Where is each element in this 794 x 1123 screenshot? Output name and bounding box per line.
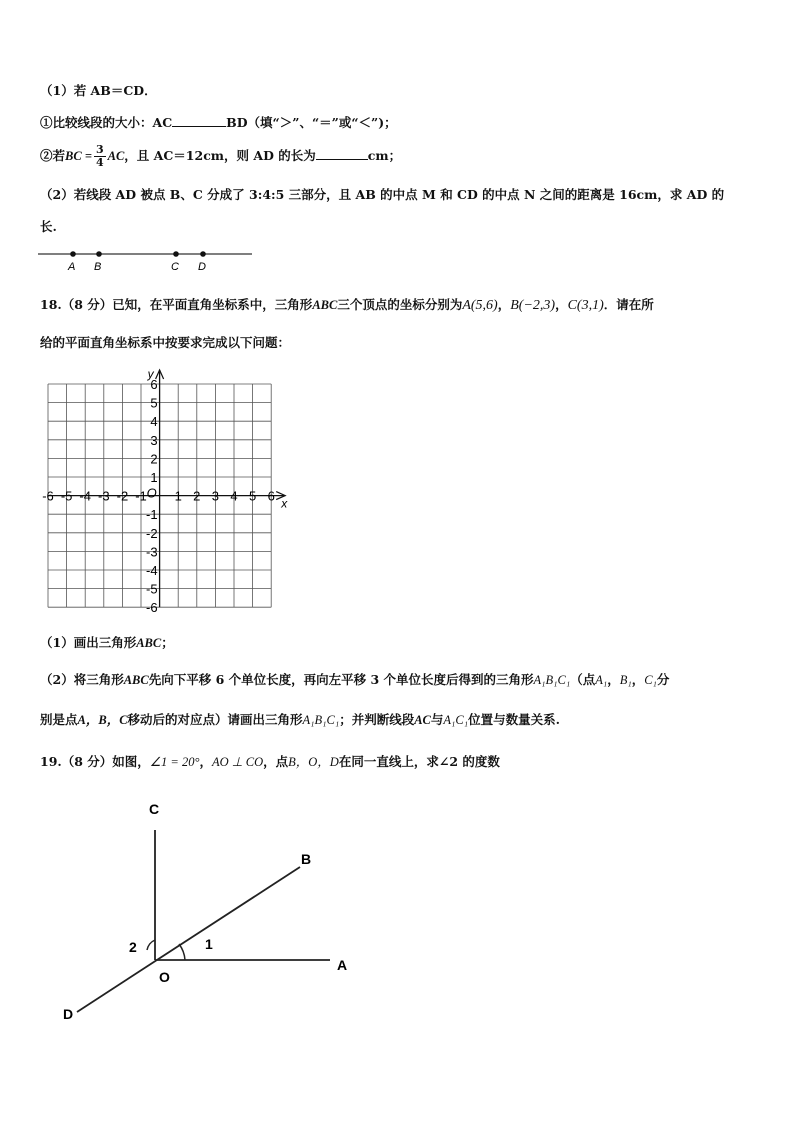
label-o: O [159, 969, 170, 985]
angle-figure [50, 790, 370, 1030]
q18-p2-a1: A₁ [595, 673, 608, 687]
q19-perp: AO ⊥ CO [211, 755, 264, 769]
label-angle-1: 1 [205, 936, 213, 952]
point-b-dot [96, 251, 102, 257]
q18-point-c: C(3,1) [567, 298, 604, 313]
q18-p3-a: 别是点 [40, 712, 78, 727]
fraction [94, 144, 106, 169]
x-tick-label: 4 [230, 488, 238, 504]
q17-item1-text-a: ①比较线段的大小：AC [40, 115, 173, 130]
x-tick-label: -4 [79, 488, 91, 504]
label-c: C [149, 801, 160, 817]
y-tick-label: 6 [150, 377, 158, 392]
x-tick-label: 3 [211, 488, 220, 504]
label-angle-2: 2 [129, 939, 137, 955]
q18-mid: 三个顶点的坐标分别为 [337, 297, 463, 312]
q19-tail: 在同一直线上，求∠2 的度数 [338, 754, 500, 769]
y-tick-label: 4 [150, 414, 158, 430]
q18-p3-ac: AC [414, 713, 431, 727]
y-tick-label: 3 [150, 432, 158, 448]
point-c-label: C [171, 261, 179, 273]
y-tick-label: -3 [146, 544, 158, 560]
q18-p3-e: 位置与数量关系. [468, 712, 560, 727]
q18-line2: 给的平面直角坐标系中按要求完成以下问题： [40, 335, 291, 350]
q18-line1: 18.（8 分）已知，在平面直角坐标系中，三角形ABC三个顶点的坐标分别为A(5,6)，B(−2,3)，C(3,1)．请在所 [40, 297, 654, 313]
q17-item1 [40, 114, 397, 132]
q18-p3-b: 移动后的对应点）请画出三角形 [127, 712, 303, 727]
q18-head: 18.（8 分）已知，在平面直角坐标系中，三角形 [40, 297, 313, 312]
origin-label: O [146, 485, 157, 501]
q18-p2-a: （2）将三角形 [40, 672, 124, 687]
q18-p2-b: 先向下平移 6 个单位长度，再向左平移 3 个单位长度后得到的三角形 [148, 672, 534, 687]
y-tick-label: -6 [146, 600, 158, 612]
x-axis-label: x [281, 496, 288, 511]
q19-head: 19.（8 分）如图， [40, 754, 150, 769]
q18-p3-a1c1: A₁C₁ [443, 713, 469, 727]
y-tick-label: 5 [150, 395, 158, 411]
y-tick-label: -5 [146, 581, 158, 597]
q18-p1-abc: ABC [136, 636, 162, 650]
q18-p2-b1: B₁ [619, 673, 632, 687]
point-a-dot [70, 251, 76, 257]
q18-p1-end: ； [161, 635, 174, 650]
angle-2-arc [147, 940, 155, 950]
q18-abc: ABC [312, 298, 338, 312]
point-d-label: D [198, 261, 206, 273]
q18-part1 [40, 634, 174, 652]
q17-item2-mid: ，且 AC＝12cm，则 AD 的长为 [124, 148, 316, 163]
q18-p2-c1: C₁ [644, 673, 657, 687]
q18-part3 [40, 711, 560, 729]
x-tick-label: 6 [267, 488, 275, 504]
q17-item1-text-b: BD（填“＞”、“＝”或“＜”)； [226, 115, 397, 130]
q18-p3-d: 与 [430, 712, 444, 727]
q19-angle1: ∠1 = 20° [149, 755, 200, 769]
q17-part2-line2: 长. [40, 219, 57, 234]
q18-p2-c: （点 [570, 672, 596, 687]
x-tick-label: 2 [193, 488, 201, 504]
line-bd [77, 867, 300, 1012]
x-tick-label: -2 [116, 488, 129, 504]
y-tick-label: -4 [146, 563, 158, 578]
q18-tail: ．请在所 [603, 297, 654, 312]
answer-blank[interactable] [316, 147, 368, 160]
x-tick-label: -5 [60, 488, 73, 504]
label-d: D [63, 1006, 74, 1022]
answer-blank[interactable] [172, 114, 226, 127]
x-tick-label: -1 [135, 488, 147, 504]
y-axis-label: y [147, 367, 154, 381]
point-b-label: B [94, 261, 102, 273]
q17-item2-unit: cm； [367, 148, 402, 163]
q18-p3-c: ；并判断线段 [339, 712, 415, 727]
x-tick-label: -3 [98, 488, 110, 504]
label-b: B [301, 851, 312, 867]
q17-item2 [40, 142, 401, 170]
point-c-dot [173, 251, 179, 257]
q19-line1: 19.（8 分）如图，∠1 = 20°，AO ⊥ CO，点B，O，D在同一直线上，求∠2 的度数 [40, 754, 500, 769]
q17-part2-line1: （2）若线段 AD 被点 B、C 分成了 3:4:5 三部分，且 AB 的中点 M 和 CD 的中点 N 之间的距离是 16cm，求 AD 的 [40, 187, 725, 202]
q17-item2-ac: AC [107, 149, 125, 163]
coordinate-grid [36, 362, 298, 612]
point-a-label: A [68, 261, 76, 273]
point-d-dot [200, 251, 206, 257]
q18-point-b: B(−2,3) [510, 298, 556, 313]
y-tick-label: -2 [146, 525, 158, 541]
fraction-denominator: 4 [95, 156, 104, 169]
q19-points: B，O，D [288, 755, 339, 769]
segment-figure [36, 246, 256, 276]
angle-1-arc [179, 944, 185, 960]
x-tick-label: 1 [174, 488, 182, 504]
q17-item2-pre: ②若 [40, 148, 66, 163]
x-tick-label: -6 [42, 488, 54, 504]
label-a: A [337, 957, 348, 973]
y-tick-label: 2 [150, 451, 158, 467]
y-tick-label: 1 [150, 470, 158, 485]
q18-p2-abc: ABC [123, 673, 149, 687]
q17-part1-heading: （1）若 AB＝CD． [40, 83, 157, 98]
y-tick-label: -1 [146, 507, 158, 523]
q18-p2-d: 分 [656, 672, 670, 687]
fraction-numerator: 3 [95, 143, 104, 156]
q18-part2: （2）将三角形ABC先向下平移 6 个单位长度，再向左平移 3 个单位长度后得到的三角形A₁B₁C₁（点A₁，B₁，C₁分 [40, 672, 670, 687]
q18-p1-text: （1）画出三角形 [40, 635, 137, 650]
q18-p3-abc: A，B，C [77, 713, 128, 727]
q18-p2-a1b1c1: A₁B₁C₁ [533, 673, 571, 687]
x-tick-label: 5 [248, 488, 257, 504]
q18-point-a: A(5,6) [462, 298, 498, 313]
q17-item2-bc: BC = [65, 149, 92, 163]
q19-mid: ，点 [263, 754, 289, 769]
q18-p3-a1b1c1: A₁B₁C₁ [302, 713, 340, 727]
